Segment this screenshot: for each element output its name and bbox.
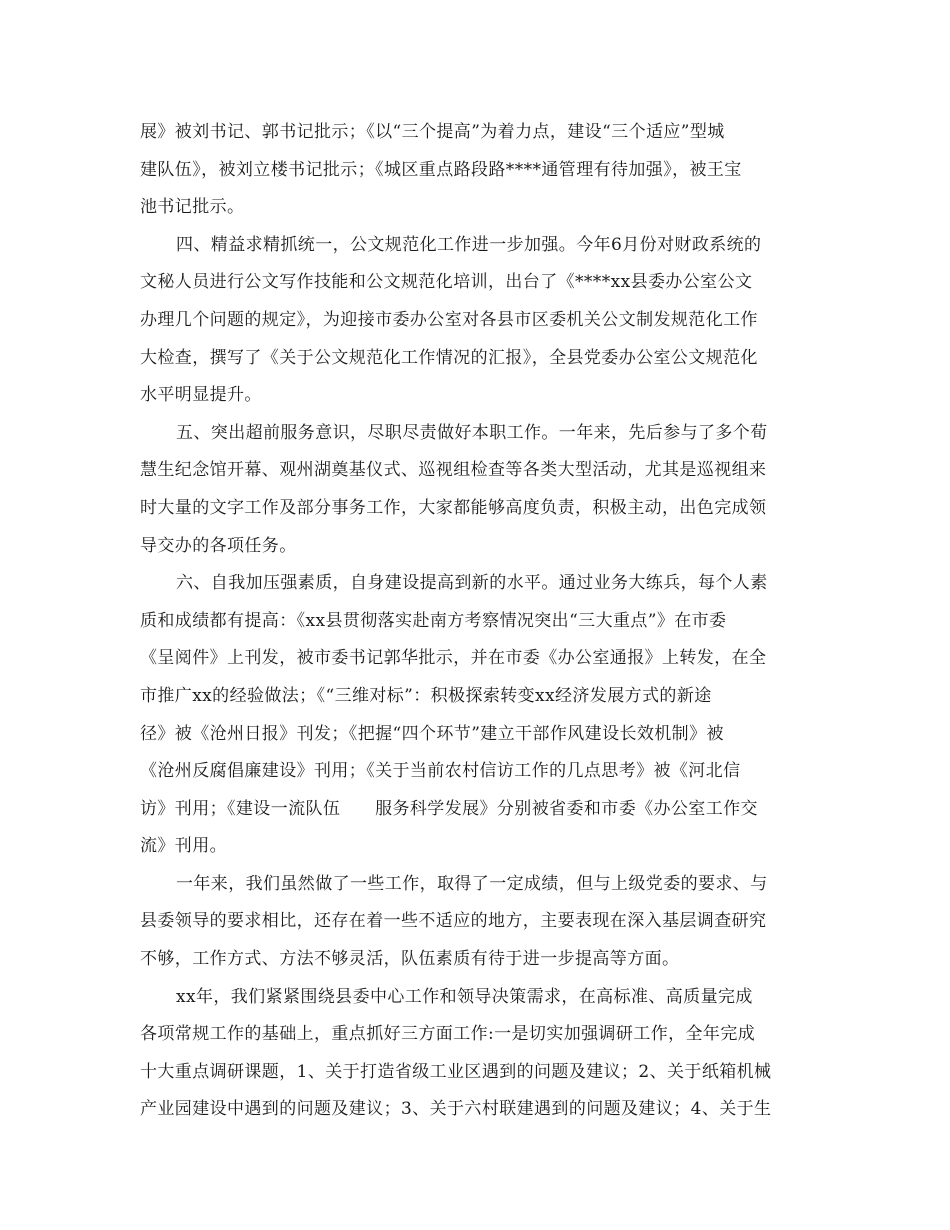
text-line: 文秘人员进行公文写作技能和公文规范化培训，出台了《****xx县委办公室公文 (140, 272, 753, 293)
text-line: 径》被《沧州日报》刊发；《把握“四个环节”建立干部作风建设长效机制》被 (140, 723, 724, 744)
document-body (140, 114, 816, 1129)
text-line: 建队伍》，被刘立楼书记批示；《城区重点路段路****通管理有待加强》，被王宝 (140, 159, 742, 180)
text-line: 慧生纪念馆开幕、观州湖奠基仪式、巡视组检查等各类大型活动，尤其是巡视组来 (140, 460, 767, 481)
text-line: 办理几个问题的规定》，为迎接市委办公室对各县市区委机关公文制发规范化工作 (140, 309, 758, 330)
text-line: 产业园建设中遇到的问题及建议；3、关于六村联建遇到的问题及建议；4、关于生 (140, 1099, 772, 1120)
text-line: 五、突出超前服务意识，尽职尽责做好本职工作。一年来，先后参与了多个荀 (176, 422, 768, 443)
text-line: 各项常规工作的基础上，重点抓好三方面工作:一是切实加强调研工作，全年完成 (140, 1024, 756, 1045)
text-line: 池书记批示。 (140, 197, 245, 218)
text-line: 导交办的各项任务。 (140, 535, 297, 556)
text-line: 一年来，我们虽然做了一些工作，取得了一定成绩，但与上级党委的要求、与 (176, 873, 768, 894)
text-line: 流》刊用。 (140, 836, 227, 857)
text-line: 《沧州反腐倡廉建设》刊用；《关于当前农村信访工作的几点思考》被《河北信 (140, 761, 741, 782)
text-line: 展》被刘书记、郭书记批示；《以“三个提高”为着力点，建设“三个适应”型城 (140, 122, 725, 142)
text-line: 不够，工作方式、方法不够灵活，队伍素质有待于进一步提高等方面。 (140, 949, 680, 970)
text-line: 访》刊用；《建设一流队伍 服务科学发展》分别被省委和市委《办公室工作交 (140, 798, 758, 819)
text-line: 水平明显提升。 (140, 385, 262, 406)
text-line: 县委领导的要求相比，还存在着一些不适应的地方，主要表现在深入基层调查研究 (140, 911, 767, 932)
text-line: 《呈阅件》上刊发，被市委书记郭华批示，并在市委《办公室通报》上转发，在全 (140, 648, 767, 669)
text-line: 市推广xx的经验做法；《“三维对标”：积极探索转变xx经济发展方式的新途 (140, 685, 712, 706)
text-line: 四、精益求精抓统一，公文规范化工作进一步加强。今年6月份对财政系统的 (176, 234, 762, 255)
text-line: 十大重点调研课题，1、关于打造省级工业区遇到的问题及建议；2、关于纸箱机械 (140, 1061, 772, 1082)
text-line: 时大量的文字工作及部分事务工作，大家都能够高度负责，积极主动，出色完成领 (140, 497, 767, 518)
text-line: 质和成绩都有提高：《xx县贯彻落实赴南方考察情况突出“三大重点”》在市委 (140, 610, 727, 631)
text-line: xx年，我们紧紧围绕县委中心工作和领导决策需求，在高标准、高质量完成 (176, 986, 753, 1007)
text-line: 六、自我加压强素质，自身建设提高到新的水平。通过业务大练兵，每个人素 (176, 573, 768, 594)
text-line: 大检查，撰写了《关于公文规范化工作情况的汇报》，全县党委办公室公文规范化 (140, 347, 758, 368)
